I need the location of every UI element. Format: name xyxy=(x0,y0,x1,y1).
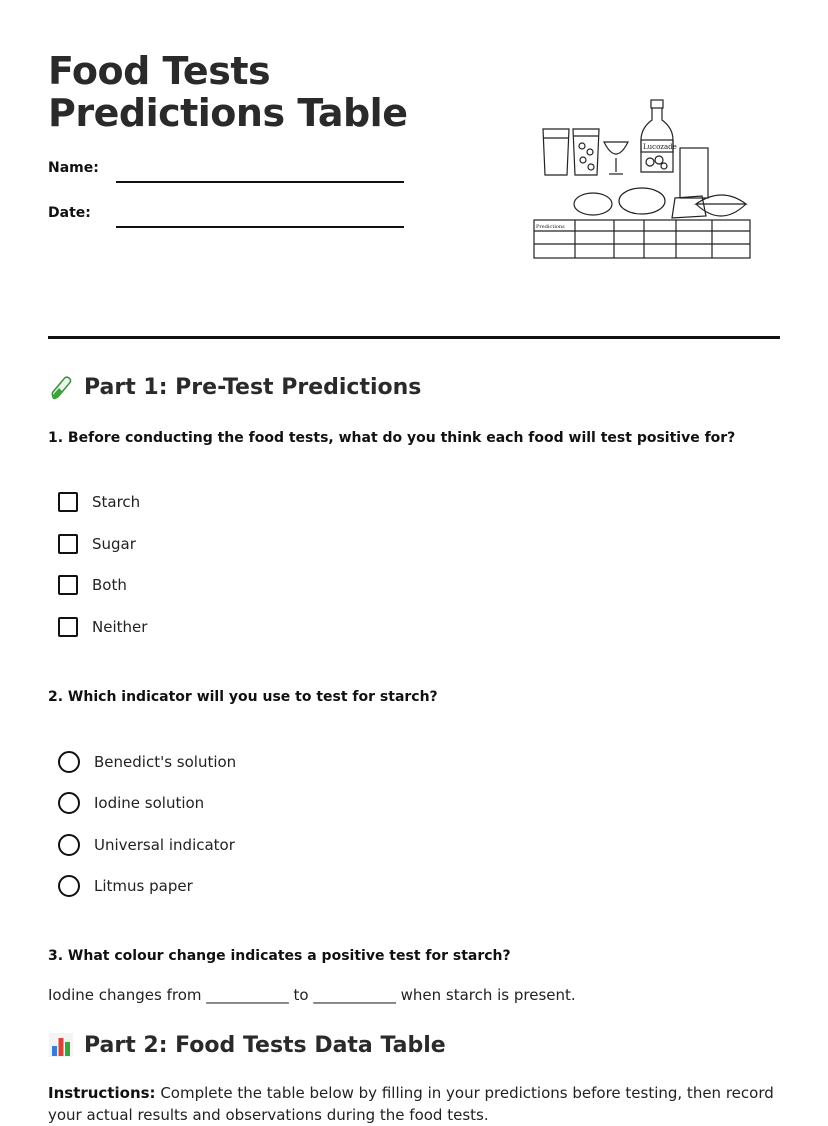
question-1: 1. Before conducting the food tests, what do you think each food will test positive for? xyxy=(48,430,736,446)
radio-button[interactable] xyxy=(58,751,80,773)
section-divider xyxy=(48,336,780,339)
option-starch[interactable] xyxy=(58,492,140,512)
part1-heading xyxy=(48,374,421,400)
checkbox[interactable] xyxy=(58,492,78,512)
part1-heading-text: Part 1: Pre-Test Predictions xyxy=(84,374,422,400)
option-benedicts[interactable] xyxy=(58,751,236,773)
name-label: Name: xyxy=(48,160,99,176)
option-label: Sugar xyxy=(92,535,136,553)
checkbox[interactable] xyxy=(58,617,78,637)
option-label: Starch xyxy=(92,493,141,511)
question-3-fill-in[interactable]: Iodine changes from ___________ to ___________ when starch is present. xyxy=(48,986,576,1004)
option-sugar[interactable] xyxy=(58,534,136,554)
option-label: Litmus paper xyxy=(94,877,193,895)
option-label: Benedict's solution xyxy=(94,753,237,771)
option-universal-indicator[interactable] xyxy=(58,834,235,856)
name-field[interactable] xyxy=(116,181,404,183)
date-label: Date: xyxy=(48,205,91,221)
test-tube-icon xyxy=(48,374,74,400)
option-both[interactable] xyxy=(58,575,127,595)
part2-instructions xyxy=(48,1082,788,1126)
illustration-table-label: Predictions xyxy=(536,224,565,230)
option-label: Both xyxy=(92,576,127,594)
instructions-label: Instructions: xyxy=(48,1084,156,1102)
part2-heading-text: Part 2: Food Tests Data Table xyxy=(84,1032,446,1058)
option-label: Neither xyxy=(92,618,148,636)
option-label: Universal indicator xyxy=(94,836,235,854)
radio-button[interactable] xyxy=(58,875,80,897)
page-title: Food Tests Predictions Table xyxy=(48,49,408,135)
instructions-text: Complete the table below by filling in your predictions before testing, then record your actual results and observations during the food tests. xyxy=(48,1084,774,1124)
bottle-label: Lucozade xyxy=(643,143,677,151)
question-2: 2. Which indicator will you use to test for starch? xyxy=(48,689,438,705)
option-label: Iodine solution xyxy=(94,794,205,812)
food-items-illustration xyxy=(530,96,754,262)
radio-button[interactable] xyxy=(58,834,80,856)
bar-chart-icon xyxy=(48,1032,74,1058)
option-litmus[interactable] xyxy=(58,875,193,897)
date-field[interactable] xyxy=(116,226,404,228)
radio-button[interactable] xyxy=(58,792,80,814)
question-3: 3. What colour change indicates a positive test for starch? xyxy=(48,948,511,964)
checkbox[interactable] xyxy=(58,534,78,554)
checkbox[interactable] xyxy=(58,575,78,595)
option-neither[interactable] xyxy=(58,617,147,637)
part2-heading xyxy=(48,1032,446,1058)
option-iodine[interactable] xyxy=(58,792,204,814)
